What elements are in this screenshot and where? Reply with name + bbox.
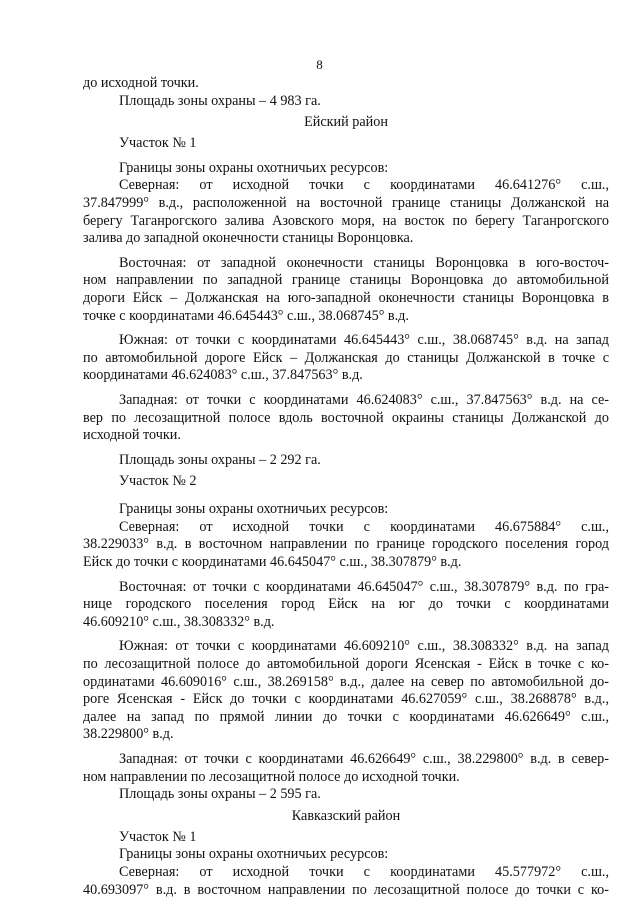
text-line: 37.847999° в.д., расположенной на восточной границе станицы Должанской на (83, 194, 609, 211)
text-line: 40.693097° в.д. в восточном направлении по лесозащитной полосе до точки с ко- (83, 881, 609, 898)
text-line: Границы зоны охраны охотничьих ресурсов: (119, 846, 389, 863)
text-line: Площадь зоны охраны – 2 595 га. (119, 786, 321, 803)
page-number: 8 (316, 57, 323, 72)
text-line: Границы зоны охраны охотничьих ресурсов: (119, 159, 389, 176)
text-line: по лесозащитной полосе до автомобильной дороги Ясенская - Ейск в точке с ко- (83, 656, 609, 673)
text-line: Северная: от исходной точки с координатами 46.641276° с.ш., (119, 177, 609, 194)
text-line: Площадь зоны охраны – 4 983 га. (119, 92, 321, 109)
text-line: дороги Ейск – Должанская на юго-западной оконечности станицы Воронцовка в (83, 289, 609, 306)
text-line: Южная: от точки с координатами 46.609210° с.ш., 38.308332° в.д. на запад (119, 638, 609, 655)
text-line: Границы зоны охраны охотничьих ресурсов: (119, 501, 389, 518)
text-line: Восточная: от западной оконечности станицы Воронцовка в юго-восточ- (119, 254, 609, 271)
text-line: Ейск до точки с координатами 46.645047° с.ш., 38.307879° в.д. (83, 554, 462, 571)
text-line: координатами 46.624083° с.ш., 37.847563° в.д. (83, 367, 363, 384)
text-line: Кавказский район (291, 807, 401, 824)
text-line: ординатами 46.609016° с.ш., 38.269158° в.д., далее на север по автомобильной до- (83, 673, 609, 690)
text-line: точке с координатами 46.645443° с.ш., 38.068745° в.д. (83, 307, 409, 324)
text-line: вер по лесозащитной полосе вдоль восточной окраины станицы Должанской до (83, 409, 609, 426)
text-line: далее на запад по прямой линии до точки с координатами 46.626649° с.ш., (83, 708, 609, 725)
text-line: Площадь зоны охраны – 2 292 га. (119, 451, 321, 468)
text-line: 38.229800° в.д. (83, 726, 174, 743)
text-line: берегу Таганрогского залива Азовского моря, на восток по берегу Таганрогского (83, 212, 609, 229)
text-line: Восточная: от точки с координатами 46.645047° с.ш., 38.307879° в.д. по гра- (119, 578, 609, 595)
text-line: 46.609210° с.ш., 38.308332° в.д. (83, 613, 275, 630)
text-line: Ейский район (304, 114, 388, 131)
text-line: Участок № 1 (119, 828, 197, 845)
text-line: Южная: от точки с координатами 46.645443° с.ш., 38.068745° в.д. на запад (119, 332, 609, 349)
text-line: ном направлении по лесозащитной полосе до исходной точки. (83, 768, 460, 785)
text-line: Северная: от исходной точки с координатами 46.675884° с.ш., (119, 518, 609, 535)
text-line: Северная: от исходной точки с координатами 45.577972° с.ш., (119, 863, 609, 880)
text-line: Участок № 2 (119, 473, 197, 490)
text-line: ном направлении по западной границе станицы Воронцовка до автомобильной (83, 272, 609, 289)
text-line: залива до западной оконечности станицы Воронцовка. (83, 230, 414, 247)
text-line: нице городского поселения город Ейск на юг до точки с координатами (83, 596, 609, 613)
text-line: Западная: от точки с координатами 46.626649° с.ш., 38.229800° в.д. в север- (119, 751, 609, 767)
text-line: исходной точки. (83, 427, 181, 444)
text-line: по автомобильной дороге Ейск – Должанская до станицы Должанской в точке с (83, 349, 609, 366)
document-body (83, 75, 609, 899)
text-line: 38.229033° в.д. в восточном направлении по границе городского поселения город (83, 536, 609, 553)
text-line: Западная: от точки с координатами 46.624083° с.ш., 37.847563° в.д. на се- (119, 391, 609, 408)
text-line: до исходной точки. (83, 75, 199, 91)
text-line: роге Ясенская - Ейск до точки с координатами 46.627059° с.ш., 38.268878° в.д., (83, 691, 609, 708)
text-line: Участок № 1 (119, 135, 197, 152)
